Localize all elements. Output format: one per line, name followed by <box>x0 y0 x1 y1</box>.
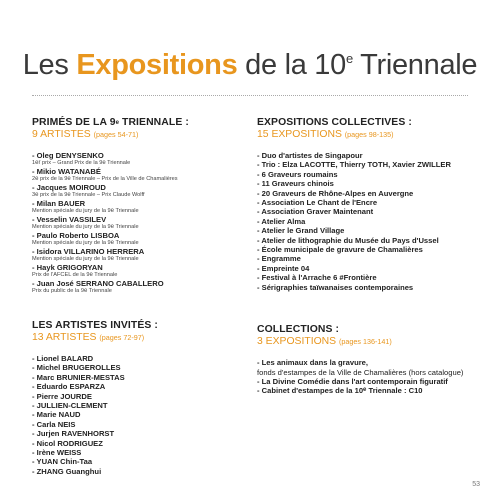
heading-text: PRIMÉS DE LA 9 <box>32 117 116 128</box>
award-note <box>32 288 237 295</box>
note-text: Triennale <box>105 160 131 167</box>
exhibition-name: - Engramme <box>257 254 301 264</box>
page-title <box>0 49 500 82</box>
collectives-list <box>257 151 472 292</box>
note-text: Triennale <box>114 208 139 215</box>
section-collections <box>257 324 472 396</box>
note-superscript: er <box>35 160 41 167</box>
list-item <box>257 368 472 377</box>
section-heading: COLLECTIONS : <box>257 324 340 336</box>
award-note <box>32 272 237 279</box>
artist-name: - Isidora VILLARINO HERRERA <box>32 247 145 256</box>
exhibition-name: - Atelier de lithographie du Musée du Pays d'Ussel <box>257 235 439 245</box>
exhibition-name: - 6 Graveurs roumains <box>257 169 338 179</box>
note-superscript: e <box>35 176 39 183</box>
artist-name: - Eduardo ESPARZA <box>32 382 106 392</box>
artist-name: - JULLIEN-CLEMENT <box>32 401 108 411</box>
note-text: Mention spéciale du jury de la 9 <box>32 208 111 215</box>
artist-name: - Oleg DENYSENKO <box>32 151 104 160</box>
note-superscript: e <box>67 192 71 199</box>
artist-name: - YUAN Chin-Taa <box>32 457 93 467</box>
item-text: - Les animaux dans la gravure, <box>257 358 368 368</box>
note-text: Triennale <box>87 288 112 295</box>
artist-name: - Jurjen RAVENHORST <box>32 429 115 439</box>
note-superscript: e <box>110 208 115 215</box>
artist-name: - Paulo Roberto LISBOA <box>32 231 120 240</box>
artist-name: - Marc BRUNIER-MESTAS <box>32 372 125 382</box>
section-count <box>32 129 237 141</box>
artist-name: - Pierre JOURDE <box>32 391 92 401</box>
artist-name: - Hayk GRIGORYAN <box>32 263 103 272</box>
section-collectives <box>257 117 472 292</box>
list-item <box>257 386 472 395</box>
note-text: Mention spéciale du jury de la 9 <box>32 256 111 263</box>
award-note <box>32 192 237 199</box>
artist-name: - Milan BAUER <box>32 199 86 208</box>
note-text: Mention spéciale du jury de la 9 <box>32 224 111 231</box>
artist-name: - Vesselin VASSILEV <box>32 215 107 224</box>
count-text: 13 ARTISTES <box>32 332 97 343</box>
artist-name: - Jacques MOIROUD <box>32 183 106 192</box>
item-text: - La Divine Comédie dans l'art contemporain figuratif <box>257 376 448 386</box>
note-text: Triennale – Prix de la Ville de Chamalières <box>70 176 178 183</box>
collections-list <box>257 358 472 396</box>
section-heading: LES ARTISTES INVITÉS : <box>32 320 158 331</box>
item-text: - Cabinet d'estampes de la 10 <box>257 386 364 396</box>
primes-list <box>32 151 237 295</box>
page-range: (pages 72-97) <box>99 333 145 342</box>
exhibition-name: - Festival à l'Arrache 6 #Frontière <box>257 273 377 283</box>
artist-name: - Mikio WATANABÉ <box>32 167 101 176</box>
note-superscript: e <box>83 288 88 295</box>
artist-name: - Michel BRUGEROLLES <box>32 363 121 373</box>
artist-name: - Irène WEISS <box>32 448 82 458</box>
count-text: 15 EXPOSITIONS <box>257 129 342 140</box>
artist-name: - Lionel BALARD <box>32 354 94 363</box>
dotted-divider <box>32 95 468 96</box>
exhibition-name: - Atelier Alma <box>257 216 306 226</box>
invites-list <box>32 354 237 476</box>
heading-superscript: e <box>115 120 120 126</box>
page-range: (pages 98-135) <box>344 130 394 139</box>
title-text: Les <box>22 49 77 82</box>
award-note <box>32 176 237 183</box>
award-note <box>32 240 237 247</box>
section-heading: EXPOSITIONS COLLECTIVES : <box>257 117 412 128</box>
page-range: (pages 136-141) <box>339 337 392 347</box>
note-text: Triennale – Prix Claude Wolff <box>70 192 145 199</box>
note-text: Triennale <box>114 224 139 231</box>
page-number: 53 <box>472 481 480 488</box>
item-superscript: e <box>363 387 367 394</box>
right-column <box>257 117 472 396</box>
count-text: 3 EXPOSITIONS <box>257 336 337 348</box>
note-text: Prix du public de la 9 <box>32 288 84 295</box>
title-text: de la 10 <box>237 49 346 82</box>
note-text: Prix de l'AFCEL de la 9 <box>32 272 90 279</box>
note-text: Triennale <box>114 256 139 263</box>
section-count <box>257 129 472 141</box>
left-column <box>32 117 237 476</box>
award-note <box>32 224 237 231</box>
note-text: Mention spéciale du jury de la 9 <box>32 240 111 247</box>
item-text: fonds d'estampes de la Ville de Chamalières (hors catalogue) <box>257 367 464 377</box>
exhibition-name: - Association Graver Maintenant <box>257 207 374 217</box>
note-text: prix de la 9 <box>38 176 68 183</box>
note-superscript: e <box>110 240 115 247</box>
artist-name: - Juan José SERRANO CABALLERO <box>32 279 164 288</box>
title-text: Triennale <box>352 49 478 82</box>
note-text: 2 <box>32 176 36 183</box>
award-note <box>32 256 237 263</box>
list-item <box>257 358 472 367</box>
section-count <box>257 336 472 348</box>
artist-name: - ZHANG Guanghui <box>32 466 102 476</box>
note-superscript: e <box>67 176 71 183</box>
section-heading <box>32 117 237 129</box>
award-note <box>32 208 237 215</box>
note-text: prix – Grand Prix de la 9 <box>40 160 103 167</box>
item-text: Triennale : C10 <box>366 386 423 396</box>
award-note <box>32 160 237 167</box>
page-range: (pages 54-71) <box>93 130 139 139</box>
note-superscript: e <box>89 272 93 279</box>
exhibition-name: - Atelier le Grand Village <box>257 226 345 236</box>
note-text: 3 <box>32 192 36 199</box>
artist-name: - Nicol RODRIGUEZ <box>32 438 103 448</box>
count-text: 9 ARTISTES <box>32 129 91 140</box>
list-item <box>257 377 472 386</box>
artist-name: - Marie NAUD <box>32 410 81 420</box>
exhibition-name: - Trio : Elza LACOTTE, Thierry TOTH, Xavier ZWILLER <box>257 160 451 170</box>
note-text: Triennale <box>114 240 139 247</box>
note-superscript: e <box>102 160 106 167</box>
note-text: Triennale <box>92 272 118 279</box>
exhibition-name: - Duo d'artistes de Singapour <box>257 151 363 160</box>
exhibition-name: - École municipale de gravure de Chamalières <box>257 245 423 255</box>
heading-text: TRIENNALE : <box>119 117 189 128</box>
exhibition-name: - Empreinte 04 <box>257 263 310 273</box>
exhibition-name: - 20 Graveurs de Rhône-Alpes en Auvergne <box>257 188 414 198</box>
section-invites <box>32 320 237 476</box>
title-accent: Expositions <box>76 49 238 82</box>
note-text: 1 <box>32 160 36 167</box>
exhibition-name: - Association Le Chant de l'Encre <box>257 198 378 208</box>
note-superscript: e <box>110 224 115 231</box>
artist-name: - Carla NEIS <box>32 419 76 429</box>
note-superscript: e <box>110 256 115 263</box>
exhibition-name: - 11 Graveurs chinois <box>257 179 334 189</box>
note-text: prix de la 9 <box>38 192 68 199</box>
exhibition-name: - Sérigraphies taïwanaises contemporaines <box>257 282 414 292</box>
note-superscript: e <box>35 192 39 199</box>
section-count <box>32 332 237 344</box>
section-primes <box>32 117 237 295</box>
title-superscript: e <box>345 51 353 67</box>
